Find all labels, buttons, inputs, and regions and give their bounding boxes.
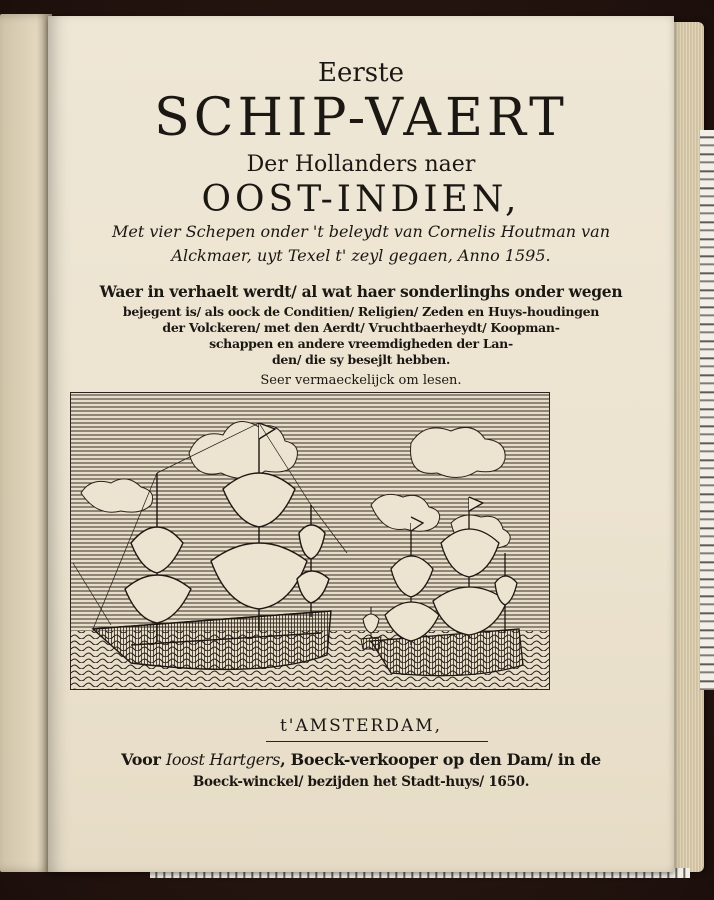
imprint-prefix: Voor (121, 750, 161, 769)
title-eerste: Eerste (318, 58, 404, 88)
imprint-line-1 (48, 752, 674, 768)
title-oost-indien: OOST-INDIEN, (201, 179, 521, 220)
imprint-line-2: Boeck-winckel/ bezijden het Stadt-huys/ 1650. (192, 774, 530, 790)
subtitle-alckmaer: Alckmaer, uyt Texel t' zeyl gegaen, Anno 1595. (171, 246, 551, 265)
title-page (48, 16, 674, 872)
description-line-2: bejegent is/ als oock de Conditien/ Religien/ Zeden en Huys-houdingen (122, 304, 600, 319)
imprint-city: t'AMSTERDAM, (279, 716, 443, 736)
imprint-rule (266, 741, 488, 742)
tagline: Seer vermaeckelijck om lesen. (260, 373, 462, 388)
title-der-hollanders: Der Hollanders naer (246, 152, 476, 177)
woodcut-ships-illustration (70, 392, 550, 690)
title-schip-vaert: SCHIP-VAERT (154, 88, 568, 148)
description-line-3: der Volckeren/ met den Aerdt/ Vruchtbaerheydt/ Koopman- (162, 320, 560, 335)
description-line-4: schappen en andere vreemdigheden der Lan- (209, 336, 513, 351)
imprint-printer: Ioost Hartgers (165, 750, 281, 769)
subtitle-ships: Met vier Schepen onder 't beleydt van Cornelis Houtman van (111, 222, 610, 241)
facing-page-edge (0, 14, 52, 872)
description-line-1: Waer in verhaelt werdt/ al wat haer sonderlinghs onder wegen (99, 282, 623, 301)
marbled-endpaper (700, 130, 714, 690)
imprint-rest: , Boeck-verkooper op den Dam/ in de (280, 750, 601, 769)
description-line-5: den/ die sy besejlt hebben. (271, 352, 451, 367)
